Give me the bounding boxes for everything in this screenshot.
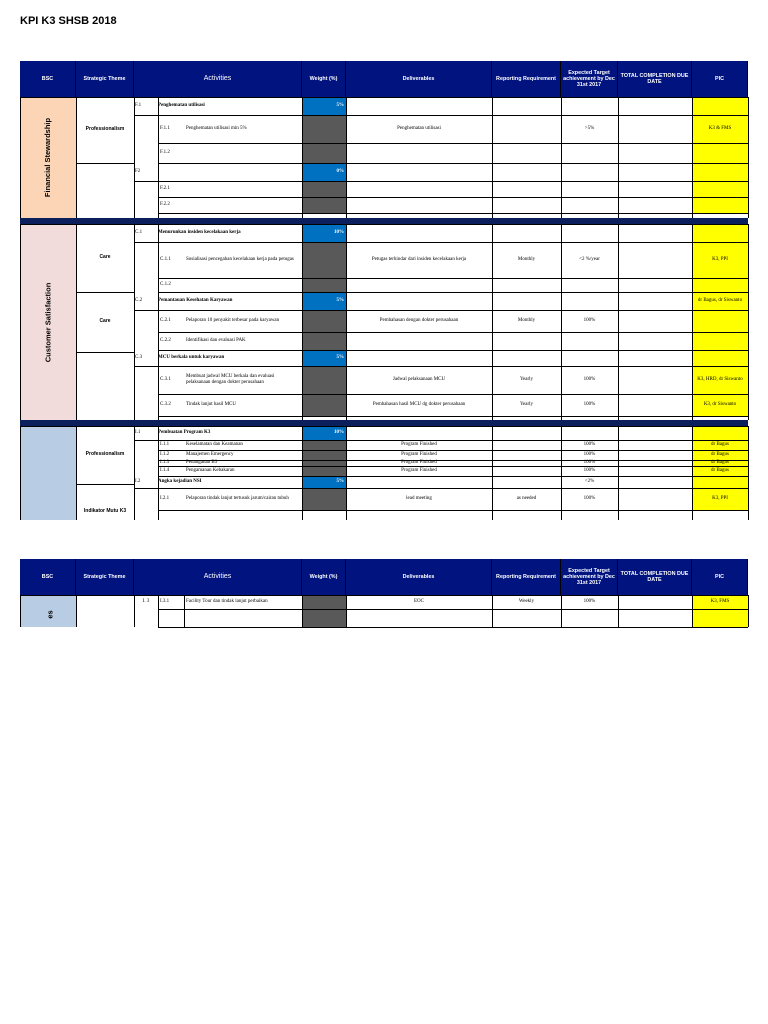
sub-activity-code — [160, 609, 184, 627]
pic — [692, 143, 748, 163]
weight-value — [302, 242, 344, 278]
deliverable: Program Finished — [401, 452, 437, 458]
sub-activity-code: F.1.2 — [160, 150, 170, 156]
header-strategic-theme: Strategic Theme — [76, 559, 134, 595]
header-bsc: BSC — [20, 61, 76, 97]
activity-code — [135, 197, 157, 213]
pic: dr Bagus — [711, 442, 729, 448]
pic — [692, 310, 748, 332]
perspective-financial-stewardship — [20, 97, 76, 218]
pic — [692, 224, 748, 242]
expected-target — [561, 97, 618, 115]
reporting-requirement: Yearly — [519, 377, 534, 383]
weight-value — [302, 450, 344, 460]
pic: K3, HRD, dr Siswanto — [697, 377, 743, 383]
reporting-requirement — [492, 197, 561, 213]
sub-activity-code: C.3.2 — [160, 402, 171, 408]
expected-target — [561, 332, 618, 350]
header-expected-target: Expected Target achievement by Dec 31st 2017 — [561, 61, 618, 97]
activity-title — [158, 163, 300, 181]
pic: dr Bagus — [711, 468, 729, 474]
expected-target — [561, 350, 618, 366]
deliverable — [346, 143, 492, 163]
sub-activity — [186, 143, 300, 163]
grid-line — [158, 510, 748, 511]
grid-line — [618, 97, 619, 218]
pic — [692, 350, 748, 366]
expected-target: 100% — [583, 442, 596, 448]
kpi-table-page-2 — [20, 559, 748, 627]
sub-activity: Pelaporan 10 penyakit terbesar pada karyawan — [186, 318, 280, 324]
activity-code: I.1 — [135, 430, 141, 436]
sub-activity-code: I.1.2 — [160, 452, 170, 458]
deliverable: Penghematan utilisasi — [397, 126, 441, 132]
sub-activity: Facility Tour dan tindak lanjut perbaikan — [186, 599, 268, 605]
activity-title: Menurunkan insiden kecelakaan kerja — [158, 230, 241, 236]
deliverable: Program Finished — [401, 460, 437, 466]
pic: dr Bagus — [711, 460, 729, 466]
pic: K3, FMS — [710, 599, 730, 605]
activity-title: MCU berkala untuk karyawan — [158, 355, 225, 361]
perspective-customer-satisfaction — [20, 224, 76, 420]
sub-activity-code: C.2.1 — [160, 318, 171, 324]
grid-line — [184, 595, 185, 627]
sub-activity-code: I.2.1 — [160, 496, 170, 502]
deliverable — [346, 97, 492, 115]
sub-activity: Pengamanan Kebakaran — [186, 468, 235, 474]
expected-target — [561, 163, 618, 181]
pic: K3, PPI — [712, 496, 728, 502]
expected-target: 100% — [583, 402, 596, 408]
sub-activity: Identifikasi dan evaluasi PAK — [186, 338, 246, 344]
header-expected-target: Expected Target achievement by Dec 31st 2017 — [561, 559, 618, 595]
perspective-label: es — [45, 610, 55, 619]
reporting-requirement — [492, 332, 561, 350]
deliverable: Pembahasan dengan dokter perusahaan — [379, 318, 459, 324]
weight-value — [302, 181, 344, 197]
sub-activity-code: I.1.3 — [160, 460, 170, 466]
strategic-theme: Professionalism — [85, 451, 125, 458]
expected-target — [561, 197, 618, 213]
weight-value — [302, 115, 344, 143]
sub-activity-code: I.1.1 — [160, 442, 170, 448]
perspective-label: Financial Stewardship — [43, 117, 53, 198]
activity-code: I. 3 — [142, 599, 150, 605]
activity-code — [135, 366, 157, 394]
weight-value — [302, 488, 344, 510]
reporting-requirement — [492, 450, 561, 460]
weight-value: 5% — [336, 103, 344, 109]
grid-line — [748, 224, 749, 420]
activity-code — [135, 278, 157, 292]
expected-target: 100% — [583, 468, 596, 474]
weight-value — [302, 440, 344, 450]
activity-title: Penghematan utilisasi — [158, 103, 205, 109]
expected-target: <2% — [584, 479, 595, 485]
reporting-requirement: Monthly — [517, 257, 536, 263]
kpi-table-page-1 — [20, 61, 748, 520]
grid-line — [158, 595, 159, 627]
expected-target: 100% — [583, 452, 596, 458]
pic: K3, dr Siswanto — [703, 402, 737, 408]
deliverable — [346, 332, 492, 350]
activity-code — [135, 181, 157, 197]
expected-target: 100% — [583, 496, 596, 502]
reporting-requirement — [492, 163, 561, 181]
sub-activity: Sosialisasi pencegahan kecelakaan kerja pada petugas — [186, 257, 294, 263]
activity-code — [135, 440, 157, 450]
weight-value — [302, 394, 344, 416]
pic: dr Bagus — [711, 452, 729, 458]
activity-title: Angka kejadian NSI — [158, 479, 202, 485]
activity-code — [135, 115, 157, 143]
grid-line — [76, 595, 77, 627]
expected-target: >5% — [584, 126, 595, 132]
deliverable: EOC — [414, 599, 424, 605]
header-weight: Weight (%) — [302, 559, 346, 595]
grid-line — [748, 97, 749, 218]
strategic-theme: Care — [99, 318, 111, 325]
grid-line — [158, 627, 748, 628]
sub-activity-code: I.3.1 — [160, 599, 170, 605]
deliverable — [346, 224, 492, 242]
reporting-requirement — [492, 292, 561, 310]
header-strategic-theme: Strategic Theme — [76, 61, 134, 97]
grid-line — [20, 426, 21, 520]
weight-value: 5% — [336, 298, 344, 304]
reporting-requirement — [492, 224, 561, 242]
weight-value — [302, 332, 344, 350]
deliverable — [346, 292, 492, 310]
weight-value: 5% — [336, 479, 344, 485]
activity-code — [134, 609, 158, 627]
strategic-theme: Professionalism — [85, 126, 125, 133]
pic — [692, 332, 748, 350]
weight-value: 0% — [336, 169, 344, 175]
pic: K3, PPI — [712, 257, 728, 263]
weight-cell-bg — [302, 609, 346, 627]
deliverable: lead meeting — [406, 496, 432, 502]
header-completion-due-date: TOTAL COMPLETION DUE DATE — [618, 559, 692, 595]
grid-line — [76, 163, 134, 164]
deliverable — [346, 278, 492, 292]
pic: K3 & FMS — [708, 126, 732, 132]
grid-line — [748, 595, 749, 627]
activity-code — [135, 242, 157, 278]
deliverable: Jadwal pelaksanaan MCU — [392, 377, 446, 383]
pic — [692, 278, 748, 292]
reporting-requirement — [492, 426, 561, 440]
pic — [692, 197, 748, 213]
header-bsc: BSC — [20, 559, 76, 595]
pic — [692, 426, 748, 440]
weight-value — [302, 278, 344, 292]
grid-line — [158, 213, 748, 214]
deliverable: Pembahasan hasil MCU dg dokter perusahaan — [372, 402, 466, 408]
sub-activity — [186, 181, 300, 197]
expected-target — [561, 278, 618, 292]
sub-activity: Pelaporan tindak lanjut tertusuk jarum/cairan tubuh — [186, 496, 289, 502]
deliverable: Program Finished — [401, 442, 437, 448]
grid-line — [618, 224, 619, 420]
activity-code — [135, 332, 157, 350]
activity-code — [135, 310, 157, 332]
reporting-requirement — [492, 476, 561, 488]
header-deliverables: Deliverables — [346, 559, 492, 595]
sub-activity: Tindak lanjut hasil MCU — [186, 402, 236, 408]
grid-line — [618, 426, 619, 520]
grid-line — [748, 426, 749, 520]
pic — [692, 476, 748, 488]
grid-line — [302, 595, 303, 627]
perspective-label: Customer Satisfaction — [43, 282, 53, 362]
expected-target — [561, 609, 618, 627]
pic — [692, 181, 748, 197]
weight-value — [302, 143, 344, 163]
header-activities: Activities — [134, 559, 302, 595]
reporting-requirement — [492, 278, 561, 292]
strategic-theme: Care — [99, 254, 111, 261]
deliverable — [346, 609, 492, 627]
sub-activity-code: C.1.1 — [160, 257, 171, 263]
activity-code: F2 — [135, 169, 141, 175]
header-completion-due-date: TOTAL COMPLETION DUE DATE — [618, 61, 692, 97]
sub-activity-code: F.2.2 — [160, 202, 170, 208]
header-reporting-requirement: Reporting Requirement — [492, 61, 561, 97]
weight-value: 5% — [336, 355, 344, 361]
weight-value — [302, 197, 344, 213]
sub-activity-code: C.2.2 — [160, 338, 171, 344]
expected-target: 100% — [583, 460, 596, 466]
activity-title: Pemantauan Kesehatan Karyawan — [158, 298, 233, 304]
reporting-requirement — [492, 97, 561, 115]
reporting-requirement: Weekly — [518, 599, 535, 605]
activity-code: F.1 — [135, 103, 142, 109]
pic — [692, 609, 748, 627]
reporting-requirement — [492, 143, 561, 163]
sub-activity: Keselamatan dan Keamanan — [186, 442, 243, 448]
weight-value — [302, 466, 344, 476]
grid-line — [76, 352, 134, 353]
pic — [692, 163, 748, 181]
header-reporting-requirement: Reporting Requirement — [492, 559, 561, 595]
expected-target: 100% — [583, 599, 596, 605]
weight-value — [302, 366, 344, 394]
deliverable — [346, 181, 492, 197]
sub-activity: Membuat jadwal MCU berkala dan evaluasi pelaksanaan dengan dokter perusahaan — [186, 374, 275, 385]
sub-activity — [186, 278, 300, 292]
activity-title: Pembuatan Program K3 — [158, 430, 211, 436]
sub-activity — [186, 609, 300, 627]
activity-code — [135, 450, 157, 460]
header-pic: PIC — [692, 559, 748, 595]
reporting-requirement: as needed — [516, 496, 537, 502]
page-title: KPI K3 SHSB 2018 — [20, 15, 117, 27]
grid-line — [76, 484, 134, 485]
expected-target — [561, 181, 618, 197]
weight-cell-bg — [302, 595, 346, 609]
sub-activity: Penanganan B3 — [186, 460, 218, 466]
expected-target: 100% — [583, 377, 596, 383]
pic: dr Bagus, dr Siswanto — [697, 298, 743, 304]
activity-code — [135, 466, 157, 476]
sub-activity-code: I.1.4 — [160, 468, 170, 474]
reporting-requirement: Monthly — [517, 318, 536, 324]
reporting-requirement — [492, 115, 561, 143]
reporting-requirement — [492, 350, 561, 366]
pic — [692, 97, 748, 115]
expected-target — [561, 224, 618, 242]
reporting-requirement: Yearly — [519, 402, 534, 408]
deliverable — [346, 163, 492, 181]
deliverable — [346, 197, 492, 213]
reporting-requirement — [492, 181, 561, 197]
grid-line — [158, 426, 159, 520]
header-weight: Weight (%) — [302, 61, 346, 97]
deliverable — [346, 426, 492, 440]
deliverable — [346, 476, 492, 488]
grid-line — [158, 97, 159, 218]
expected-target — [561, 143, 618, 163]
strategic-theme: Indikator Mutu K3 — [83, 508, 127, 514]
activity-code: C.2 — [135, 298, 143, 304]
reporting-requirement — [492, 440, 561, 450]
sub-activity — [186, 197, 300, 213]
sub-activity-code: F.2.1 — [160, 186, 170, 192]
header-pic: PIC — [692, 61, 748, 97]
activity-code — [135, 394, 157, 416]
expected-target: 100% — [583, 318, 596, 324]
activity-code: C.3 — [135, 355, 143, 361]
weight-value — [302, 310, 344, 332]
sub-activity-code: C.1.2 — [160, 282, 171, 288]
deliverable: Program Finished — [401, 468, 437, 474]
deliverable: Petugas terhindar dari insiden kecelakaan kerja — [371, 257, 467, 263]
weight-value: 10% — [334, 230, 344, 236]
sub-activity: Manajemen Emergency — [186, 452, 234, 458]
activity-code — [135, 488, 157, 510]
grid-line — [158, 416, 748, 417]
header-activities: Activities — [134, 61, 302, 97]
reporting-requirement — [492, 466, 561, 476]
sub-activity-code: F.1.1 — [160, 126, 170, 132]
expected-target: <2 %/year — [579, 257, 600, 263]
perspective-internal-process-bg — [20, 426, 76, 520]
weight-value: 10% — [334, 430, 344, 436]
activity-code — [135, 143, 157, 163]
grid-line — [158, 224, 159, 420]
activity-code: I.2 — [135, 479, 141, 485]
header-deliverables: Deliverables — [346, 61, 492, 97]
perspective-internal-process — [20, 595, 76, 627]
sub-activity-code: C.3.1 — [160, 377, 171, 383]
deliverable — [346, 350, 492, 366]
sub-activity: Penghematan utilisasi min 5% — [186, 126, 247, 132]
expected-target — [561, 292, 618, 310]
activity-code: C.1 — [135, 230, 143, 236]
expected-target — [561, 426, 618, 440]
grid-line — [618, 595, 619, 627]
reporting-requirement — [492, 609, 561, 627]
